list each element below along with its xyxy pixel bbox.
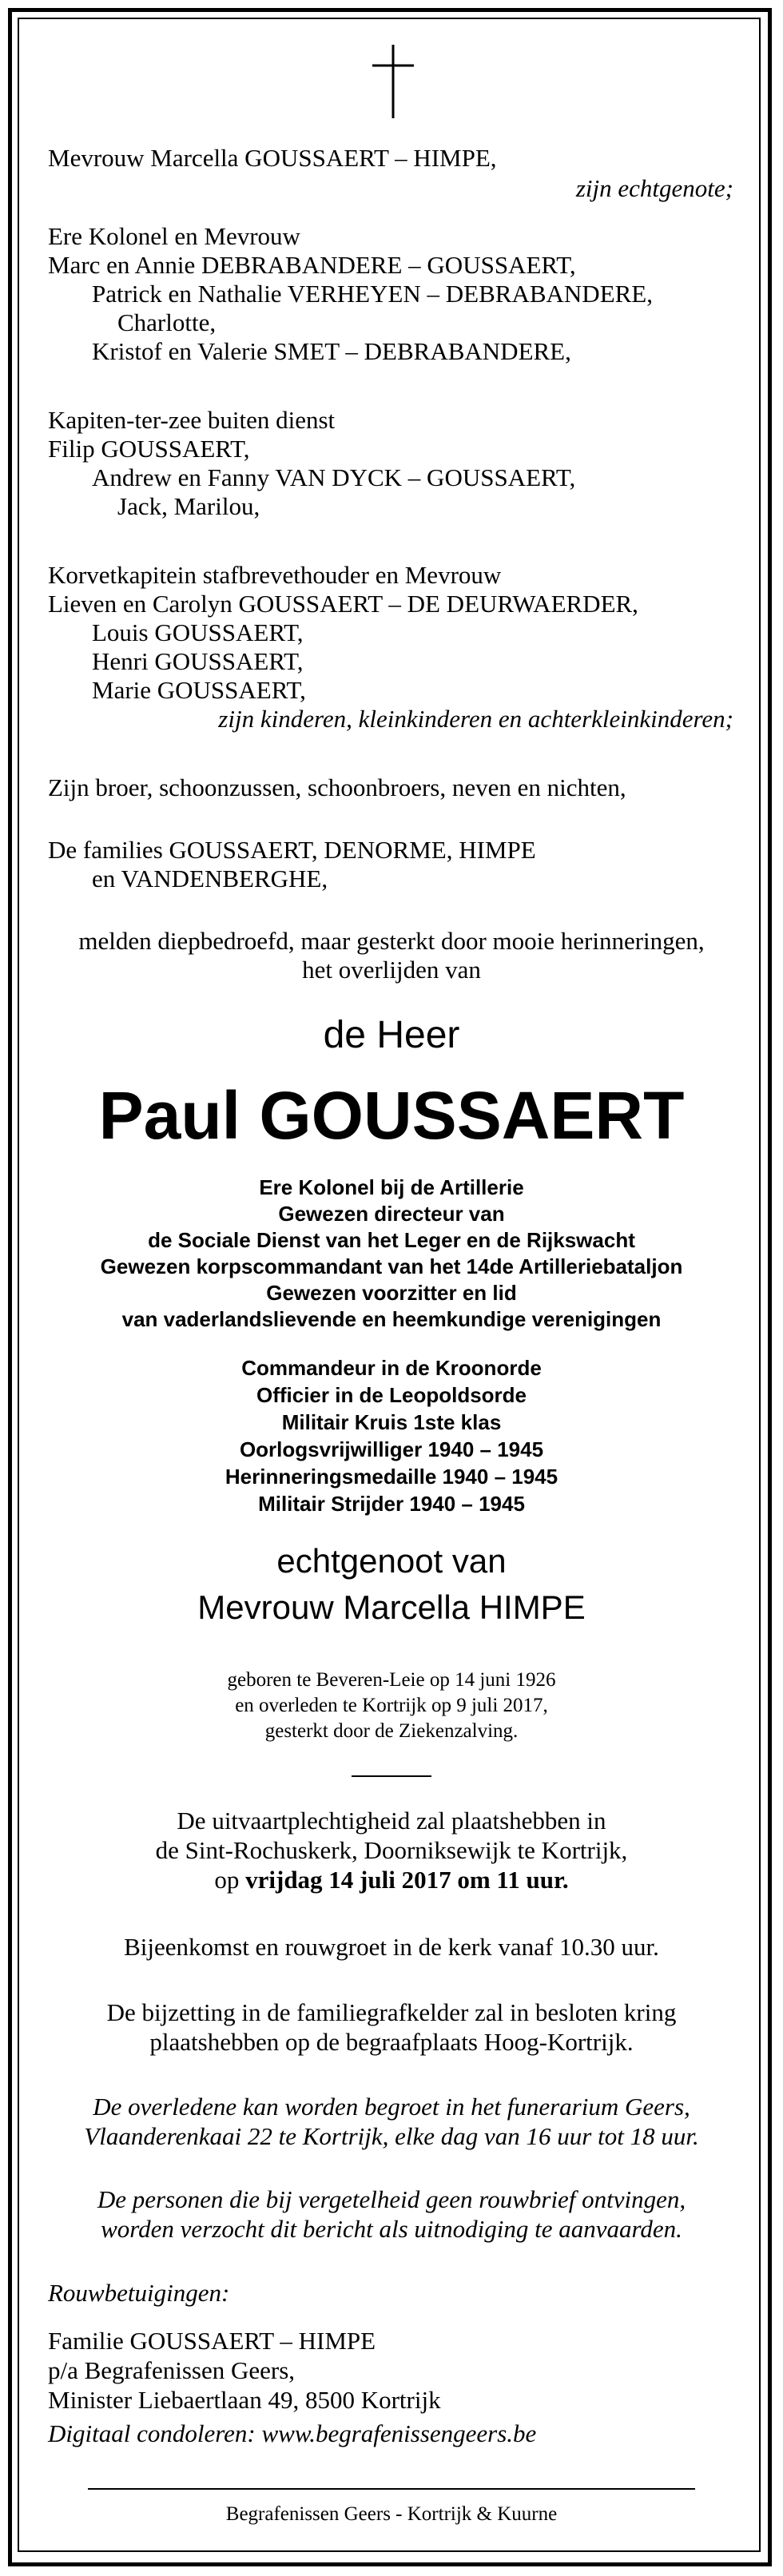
spouse-name: Mevrouw Marcella GOUSSAERT – HIMPE,: [48, 144, 497, 172]
title-line: de Sociale Dienst van het Leger en de Rijkswacht: [148, 1228, 635, 1252]
children-role: zijn kinderen, kleinkinderen en achterkleinkinderen;: [218, 705, 733, 733]
separator-short: [352, 1775, 431, 1777]
group1-line: Marc en Annie DEBRABANDERE – GOUSSAERT,: [48, 251, 576, 279]
funeral-line: De uitvaartplechtigheid zal plaatshebben in: [177, 1807, 606, 1835]
funeral-date-line: [32, 1865, 751, 1894]
deceased-name: Paul GOUSSAERT: [98, 1078, 685, 1153]
funeral-line: de Sint-Rochuskerk, Doorniksewijk te Kortrijk,: [155, 1836, 628, 1864]
digital-condolences: Digitaal condoleren: www.begrafenissengeers.be: [48, 2419, 537, 2447]
title-line: Gewezen korpscommandant van het 14de Artilleriebataljon: [100, 1254, 683, 1278]
group2-line: Filip GOUSSAERT,: [48, 435, 250, 463]
decoration-line: Officier in de Leopoldsorde: [256, 1383, 527, 1407]
invitation-line: worden verzocht dit bericht als uitnodiging te aanvaarden.: [101, 2215, 682, 2243]
title-line: Gewezen voorzitter en lid: [266, 1281, 517, 1305]
viewing-line: De overledene kan worden begroet in het funerarium Geers,: [93, 2093, 690, 2121]
families-line: De families GOUSSAERT, DENORME, HIMPE: [48, 836, 536, 864]
condolences-address-line: p/a Begrafenissen Geers,: [48, 2356, 296, 2384]
invitation-line: De personen die bij vergetelheid geen rouwbrief ontvingen,: [97, 2185, 686, 2213]
group1-line: Ere Kolonel en Mevrouw: [48, 222, 300, 250]
spouse-full-name: Mevrouw Marcella HIMPE: [197, 1588, 586, 1626]
announcement-line: melden diepbedroefd, maar gesterkt door mooie herinneringen,: [78, 927, 705, 955]
condolences-heading: Rouwbetuigingen:: [48, 2279, 230, 2307]
title-line: Gewezen directeur van: [278, 1202, 505, 1226]
group3-line: Henri GOUSSAERT,: [92, 647, 304, 675]
decoration-line: Herinneringsmedaille 1940 – 1945: [225, 1465, 558, 1489]
group3-line: Marie GOUSSAERT,: [92, 676, 306, 704]
decoration-line: Oorlogsvrijwilliger 1940 – 1945: [239, 1437, 544, 1461]
group1-line: Kristof en Valerie SMET – DEBRABANDERE,: [92, 337, 571, 365]
life-line: en overleden te Kortrijk op 9 juli 2017,: [235, 1695, 548, 1716]
life-line: geboren te Beveren-Leie op 14 juni 1926: [227, 1669, 556, 1691]
condolences-address-line: Minister Liebaertlaan 49, 8500 Kortrijk: [48, 2386, 441, 2414]
cross-icon: [361, 42, 425, 121]
title-line: van vaderlandslievende en heemkundige verenigingen: [121, 1307, 662, 1331]
condolences-address-line: Familie GOUSSAERT – HIMPE: [48, 2327, 376, 2355]
group2-line: Jack, Marilou,: [117, 492, 260, 520]
group1-line: Patrick en Nathalie VERHEYEN – DEBRABANDERE,: [92, 280, 653, 308]
burial-line: De bijzetting in de familiegrafkelder zal in besloten kring: [106, 1998, 677, 2026]
viewing-line: Vlaanderenkaai 22 te Kortrijk, elke dag van 16 uur tot 18 uur.: [84, 2122, 699, 2150]
group1-line: Charlotte,: [117, 308, 217, 336]
burial-line: plaatshebben op de begraafplaats Hoog-Kortrijk.: [149, 2028, 634, 2056]
families-line: en VANDENBERGHE,: [92, 865, 328, 892]
group3-line: Korvetkapitein stafbrevethouder en Mevrouw: [48, 561, 502, 589]
funeral-date: vrijdag 14 juli 2017 om 11 uur.: [245, 1866, 569, 1894]
spouse-role: zijn echtgenote;: [575, 174, 733, 202]
group3-line: Louis GOUSSAERT,: [92, 618, 304, 646]
group3-line: Lieven en Carolyn GOUSSAERT – DE DEURWAERDER,: [48, 590, 638, 618]
life-line: gesterkt door de Ziekenzalving.: [264, 1720, 519, 1742]
decoration-line: Militair Strijder 1940 – 1945: [258, 1492, 525, 1516]
group2-line: Kapiten-ter-zee buiten dienst: [48, 406, 336, 434]
decoration-line: Commandeur in de Kroonorde: [241, 1356, 542, 1380]
footer-rule: [88, 2488, 695, 2490]
decoration-line: Militair Kruis 1ste klas: [281, 1410, 502, 1434]
salutation: de Heer: [323, 1014, 460, 1056]
relatives: Zijn broer, schoonzussen, schoonbroers, neven en nichten,: [48, 773, 626, 801]
funeral-date-prefix: op: [214, 1866, 246, 1894]
gathering: Bijeenkomst en rouwgroet in de kerk vanaf 10.30 uur.: [124, 1933, 659, 1961]
title-line: Ere Kolonel bij de Artillerie: [259, 1175, 524, 1199]
spouse-intro: echtgenoot van: [276, 1542, 507, 1580]
footer-text: Begrafenissen Geers - Kortrijk & Kuurne: [225, 2503, 558, 2525]
group2-line: Andrew en Fanny VAN DYCK – GOUSSAERT,: [92, 463, 576, 491]
announcement-line: het overlijden van: [302, 956, 481, 984]
